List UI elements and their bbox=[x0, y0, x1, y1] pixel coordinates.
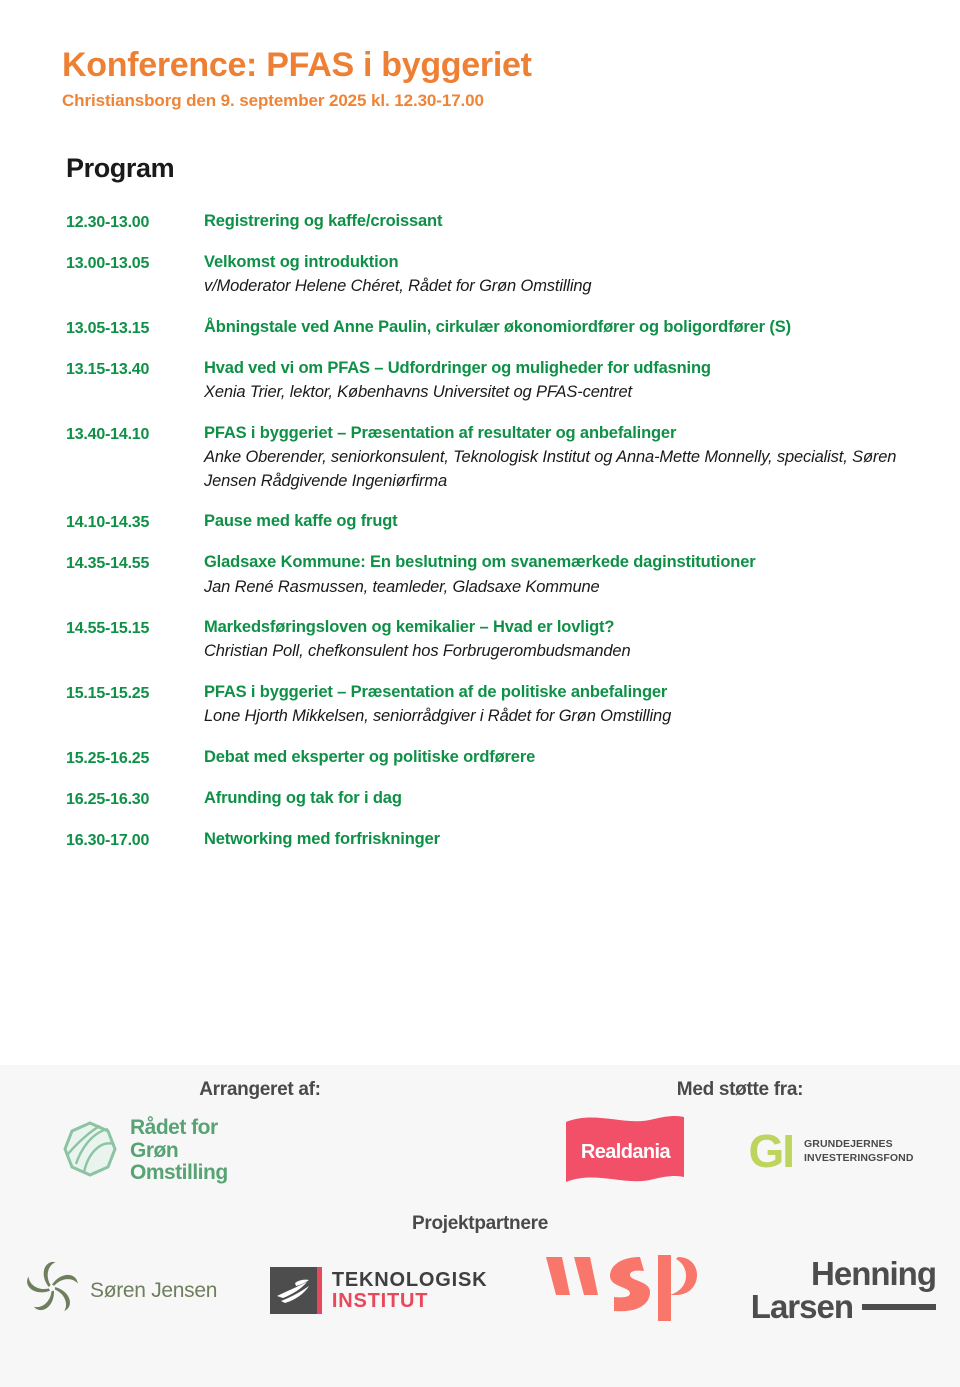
rule-icon bbox=[862, 1304, 936, 1310]
program-row bbox=[66, 510, 920, 534]
program-title: Velkomst og introduktion bbox=[204, 252, 399, 271]
program-time: 14.35-14.55 bbox=[66, 555, 150, 573]
organiser-name-line3: Omstilling bbox=[130, 1161, 228, 1185]
program-speaker: Jan René Rasmussen, teamleder, Gladsaxe Kommune bbox=[204, 577, 600, 596]
teknologisk-institut-logo bbox=[270, 1267, 487, 1314]
program-time: 13.00-13.05 bbox=[66, 254, 150, 272]
program-title: Pause med kaffe og frugt bbox=[204, 512, 398, 531]
program-title: PFAS i byggeriet – Præsentation af de politiske anbefalinger bbox=[204, 682, 668, 701]
program-list bbox=[0, 210, 960, 853]
conference-title: Konference: PFAS i byggeriet bbox=[62, 46, 532, 84]
program-title: Åbningstale ved Anne Paulin, cirkulær økonomiordfører og boligordfører (S) bbox=[204, 317, 791, 336]
program-speaker: Xenia Trier, lektor, Københavns Universitet og PFAS-centret bbox=[204, 383, 632, 402]
program-time: 13.40-14.10 bbox=[66, 425, 150, 443]
program-title: Registrering og kaffe/croissant bbox=[204, 211, 443, 230]
program-time: 13.15-13.40 bbox=[66, 360, 150, 378]
program-body bbox=[204, 357, 920, 405]
bird-icon bbox=[270, 1267, 317, 1314]
gi-subtitle-line1: GRUNDEJERNES bbox=[804, 1138, 893, 1151]
program-title: Hvad ved vi om PFAS – Udfordringer og muligheder for udfasning bbox=[204, 358, 711, 377]
program-body bbox=[204, 251, 920, 299]
program-body bbox=[204, 551, 920, 599]
program-time: 15.15-15.25 bbox=[66, 684, 150, 702]
teknologisk-line: TEKNOLOGISK bbox=[331, 1268, 488, 1291]
gi-subtitle-line2: INVESTERINGSFOND bbox=[804, 1151, 914, 1164]
soren-jensen-logo bbox=[24, 1260, 217, 1321]
program-time: 12.30-13.00 bbox=[66, 213, 150, 231]
program-body bbox=[204, 210, 920, 233]
supporters-column bbox=[520, 1079, 960, 1189]
program-time: 15.25-16.25 bbox=[66, 749, 150, 767]
program-row bbox=[66, 551, 920, 599]
accent-bar bbox=[317, 1267, 322, 1314]
partner-logos bbox=[0, 1235, 960, 1330]
conference-subtitle: Christiansborg den 9. september 2025 kl. 12.30-17.00 bbox=[62, 90, 484, 110]
program-speaker: Christian Poll, chefkonsulent hos Forbrugerombudsmanden bbox=[204, 642, 631, 661]
gi-subtitle bbox=[804, 1138, 914, 1165]
program-time: 14.10-14.35 bbox=[66, 514, 150, 532]
pinwheel-icon bbox=[24, 1260, 80, 1321]
program-row bbox=[66, 422, 920, 493]
radet-for-gron-omstilling-logo bbox=[62, 1117, 520, 1185]
program-speaker: Anke Oberender, seniorkonsulent, Teknologisk Institut og Anna-Mette Monnelly, specialist, Søren Jensen Rådgivende Ingeniørfirma bbox=[204, 448, 897, 490]
organiser-column bbox=[0, 1079, 520, 1189]
program-row bbox=[66, 828, 920, 852]
wsp-wordmark-icon bbox=[540, 1251, 698, 1330]
program-body bbox=[204, 616, 920, 664]
gi-logo bbox=[748, 1125, 914, 1178]
program-body bbox=[204, 422, 920, 493]
wsp-logo bbox=[540, 1251, 698, 1330]
henning-line: Henning bbox=[811, 1255, 936, 1293]
program-title: Markedsføringsloven og kemikalier – Hvad er lovligt? bbox=[204, 618, 615, 637]
program-title: Gladsaxe Kommune: En beslutning om svanemærkede daginstitutioner bbox=[204, 553, 756, 572]
organiser-name-line2: Grøn bbox=[130, 1138, 179, 1162]
program-body bbox=[204, 681, 920, 729]
institut-line: INSTITUT bbox=[331, 1289, 429, 1312]
program-time: 16.25-16.30 bbox=[66, 790, 150, 808]
program-row bbox=[66, 357, 920, 405]
realdania-logo bbox=[566, 1115, 684, 1189]
support-label: Med støtte fra: bbox=[676, 1079, 804, 1100]
organiser-name-line1: Rådet for bbox=[130, 1116, 218, 1139]
program-row bbox=[66, 251, 920, 299]
program-row bbox=[66, 316, 920, 340]
program-row bbox=[66, 210, 920, 234]
realdania-wordmark: Realdania bbox=[580, 1140, 670, 1163]
organiser-label: Arrangeret af: bbox=[199, 1079, 321, 1100]
organiser-name bbox=[130, 1117, 228, 1185]
partners-label: Projektpartnere bbox=[412, 1213, 548, 1234]
program-heading: Program bbox=[66, 152, 175, 183]
larsen-line: Larsen bbox=[750, 1287, 853, 1325]
program-speaker: Lone Hjorth Mikkelsen, seniorrådgiver i Rådet for Grøn Omstilling bbox=[204, 707, 672, 726]
program-title: PFAS i byggeriet – Præsentation af resultater og anbefalinger bbox=[204, 423, 677, 442]
footer-sponsor-section bbox=[0, 1065, 960, 1189]
program-title: Afrunding og tak for i dag bbox=[204, 788, 402, 807]
program-body bbox=[204, 510, 920, 533]
program-body bbox=[204, 746, 920, 769]
program-speaker: v/Moderator Helene Chéret, Rådet for Grøn Omstilling bbox=[204, 277, 592, 296]
program-time: 16.30-17.00 bbox=[66, 832, 150, 850]
henning-larsen-wordmark bbox=[750, 1255, 936, 1325]
program-time: 14.55-15.15 bbox=[66, 620, 150, 638]
program-body bbox=[204, 828, 920, 851]
program-title: Networking med forfriskninger bbox=[204, 830, 440, 849]
program-body bbox=[204, 787, 920, 810]
program-body bbox=[204, 316, 920, 339]
program-row bbox=[66, 681, 920, 729]
henning-larsen-logo bbox=[750, 1255, 936, 1325]
program-row bbox=[66, 616, 920, 664]
program-row bbox=[66, 787, 920, 811]
document-header bbox=[0, 0, 960, 111]
program-time: 13.05-13.15 bbox=[66, 319, 150, 337]
teknologisk-institut-wordmark bbox=[332, 1270, 487, 1312]
footer bbox=[0, 1065, 960, 1387]
leaf-circle-icon bbox=[62, 1120, 118, 1183]
program-title: Debat med eksperter og politiske ordførere bbox=[204, 747, 536, 766]
program-row bbox=[66, 746, 920, 770]
soren-jensen-wordmark: Søren Jensen bbox=[90, 1278, 218, 1302]
supporter-logos bbox=[520, 1115, 960, 1189]
gi-wordmark: GI bbox=[748, 1125, 794, 1178]
